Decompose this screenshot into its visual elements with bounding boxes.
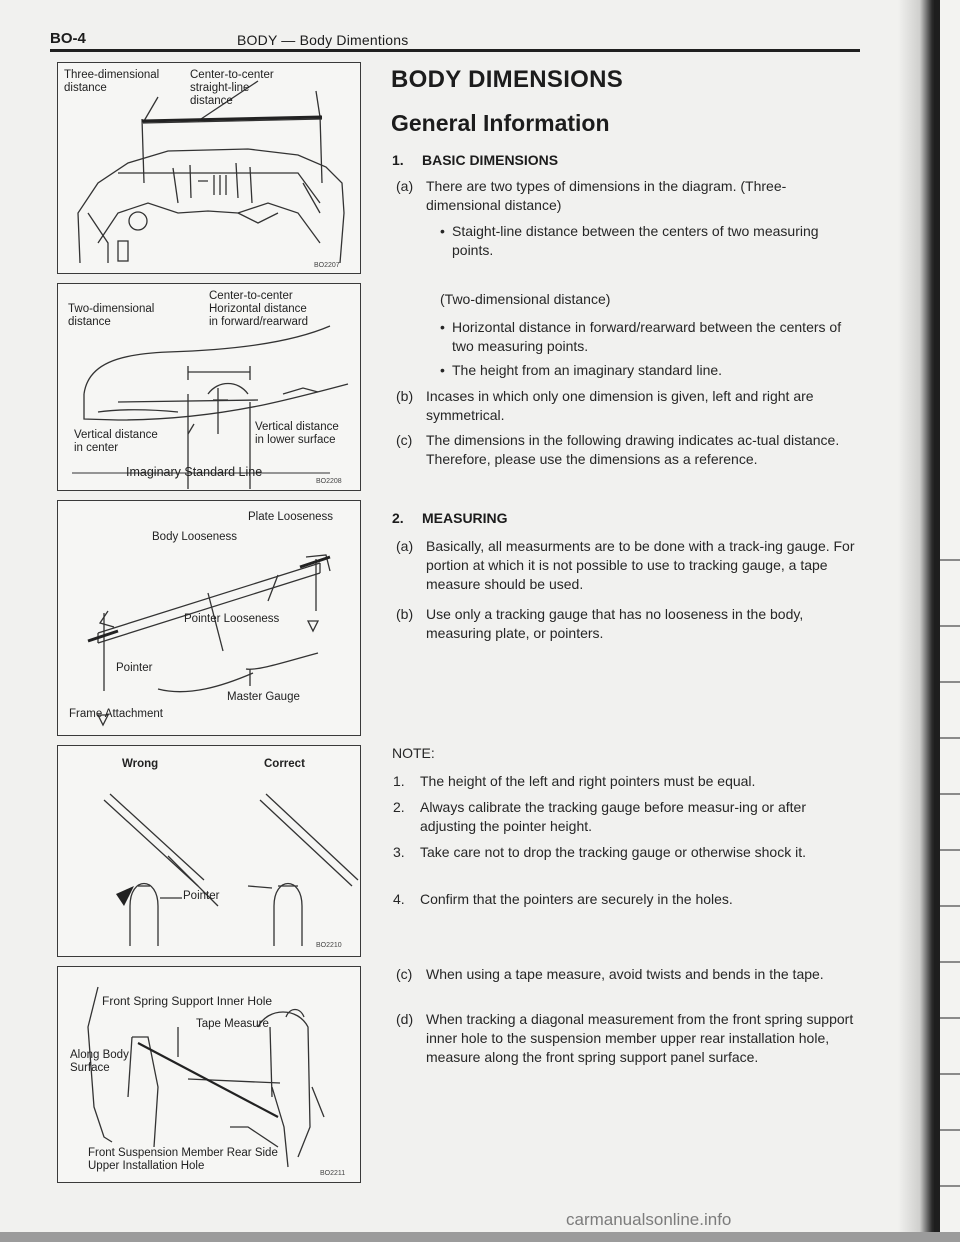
two-dim-label: (Two-dimensional distance) [440,291,611,307]
item-marker: (a) [396,538,414,554]
page-subtitle: General Information [391,110,610,136]
fig2-label-standard-line: Imaginary Standard Line [126,465,263,479]
fig2-label-horizontal: Center-to-center Horizontal distance in forward/rearward [209,290,309,328]
scan-footer [0,1232,960,1242]
fig3-label-plate: Plate Looseness [248,511,334,523]
fig4-label-pointer: Pointer [183,890,220,902]
section-basic-dimensions [392,152,852,172]
fig2-label-two-dimensional: Two-dimensional distance [68,303,155,328]
section-title: BASIC DIMENSIONS [422,152,559,168]
note-number: 4. [393,891,405,907]
section-number: 2. [392,510,404,526]
fig5-label-suspension: Front Suspension Member Rear Side Upper Installation Hole [88,1147,278,1172]
fig3-label-pointer: Pointer [116,662,153,674]
fig5-label-front-spring: Front Spring Support Inner Hole [102,994,273,1008]
fig4-label-wrong: Wrong [122,758,159,770]
item-marker: (a) [396,178,414,194]
fig4-code: BO2210 [316,942,342,949]
fig5-code: BO2211 [320,1170,346,1177]
note-4 [393,890,858,910]
bullet-text: The height from an imaginary standard line. [452,362,723,378]
fig3-label-master-gauge: Master Gauge [227,691,300,703]
fig1-code: BO2207 [314,262,340,269]
fig2-code: BO2208 [316,478,342,485]
item-marker: (b) [396,388,414,404]
figure-pointer-position [57,745,361,957]
item-text: Use only a tracking gauge that has no looseness in the body, measuring plate, or pointers. [426,606,804,641]
page-header [50,24,858,50]
item-1b [396,387,858,427]
item-text: Incases in which only one dimension is given, left and right are symmetrical. [426,388,814,423]
item-marker: (c) [396,432,413,448]
watermark: carmanualsonline.info [566,1210,732,1229]
bullet-height: • The height from an imaginary standard line. [440,361,860,381]
item-1c [396,431,858,491]
section-number: 1. [392,152,404,168]
item-marker: (c) [396,966,413,982]
item-1a [396,177,858,217]
note-1 [393,772,858,792]
fig3-label-body: Body Looseness [152,531,238,543]
note-number: 2. [393,799,405,815]
item-2a [396,537,858,597]
section-measuring [392,510,852,530]
page-section-title: BODY — Body Dimentions [237,32,409,48]
bullet-horizontal: • Horizontal distance in forward/rearward between the centers of two measuring points. [440,318,860,358]
figure-tape-measure [57,966,361,1183]
note-title: NOTE: [392,745,435,761]
item-text: When using a tape measure, avoid twists and bends in the tape. [426,966,824,982]
item-marker: (b) [396,606,414,622]
note-2 [393,798,858,838]
fig5-label-tape: Tape Measure [196,1018,269,1030]
fig4-label-correct: Correct [264,758,305,770]
note-3 [393,843,858,883]
note-text: The height of the left and right pointers must be equal. [420,773,756,789]
note-number: 3. [393,844,405,860]
item-text: Basically, all measurments are to be done with a track-ing gauge. For portion at which it is not possible to use to tracking gauge, a tape measure should be used. [426,538,855,592]
item-2c [396,965,858,1005]
item-text: When tracking a diagonal measurement from the front spring support inner hole to the suspension member upper rear installation hole, measure along the front spring support panel surface. [426,1011,854,1065]
fig5-label-along-body: Along Body Surface [70,1049,129,1074]
note-text: Always calibrate the tracking gauge before measur-ing or after adjusting the pointer height. [420,799,806,834]
pointer-illustration [58,746,360,956]
header-rule [50,49,860,52]
item-marker: (d) [396,1011,414,1027]
item-text: The dimensions in the following drawing indicates ac-tual distance. Therefore, please use the dimensions as a reference. [426,432,840,467]
fig3-label-frame-attachment: Frame Attachment [69,708,163,720]
section-title: MEASURING [422,510,508,526]
note-text: Take care not to drop the tracking gauge or otherwise shock it. [420,844,806,860]
figure-three-dimensional [57,62,361,274]
item-text: There are two types of dimensions in the diagram. (Three-dimensional distance) [426,178,787,213]
page-code: BO-4 [50,30,86,47]
fig1-label-center-to-center: Center-to-center straight-line distance [190,69,274,107]
figure-looseness [57,500,361,736]
item-2b [396,605,858,645]
binder-edge [898,0,960,1242]
note-number: 1. [393,773,405,789]
fig2-label-vertical-lower: Vertical distance in lower surface [255,421,339,446]
bullet-straight-line: • Staight-line distance between the centers of two measuring points. [440,222,860,262]
fig2-label-vertical-center: Vertical distance in center [74,429,158,454]
item-2d [396,1010,858,1090]
page-title: BODY DIMENSIONS [391,66,624,93]
fig3-label-pointer-looseness: Pointer Looseness [184,613,280,625]
fig1-label-three-dimensional: Three-dimensional distance [64,69,160,94]
bullet-text: Staight-line distance between the centers of two measuring points. [452,223,819,258]
note-text: Confirm that the pointers are securely in the holes. [420,891,733,907]
bullet-text: Horizontal distance in forward/rearward between the centers of two measuring points. [452,319,842,354]
figure-two-dimensional [57,283,361,491]
